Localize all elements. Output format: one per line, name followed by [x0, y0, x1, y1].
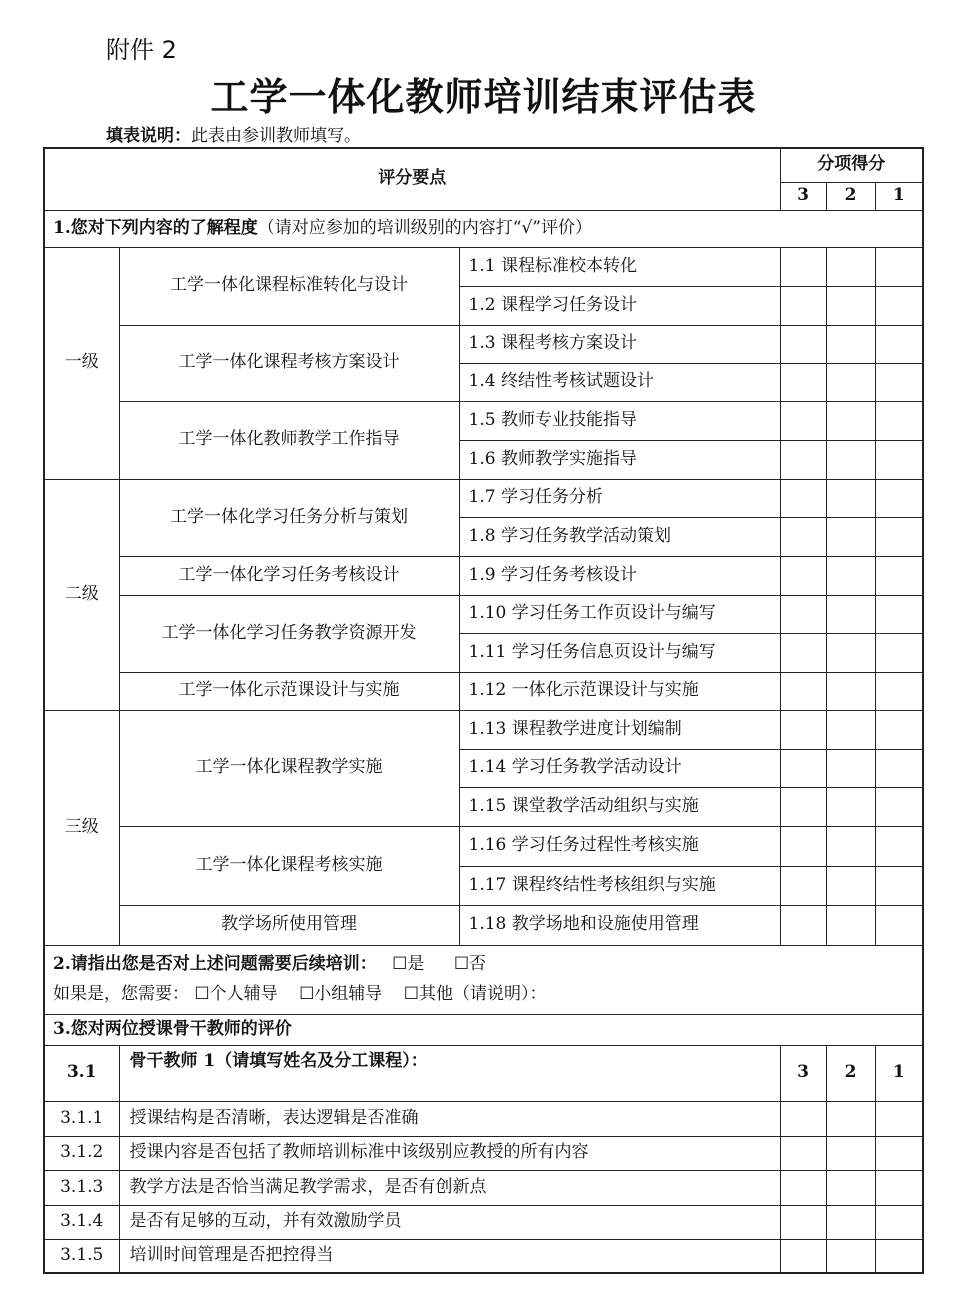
score-cell-2[interactable]: [826, 247, 875, 286]
score-cell-1[interactable]: [875, 710, 923, 749]
score-cell-2[interactable]: [826, 1136, 875, 1170]
score-cell-3[interactable]: [780, 1205, 826, 1239]
criterion-text: 授课内容是否包括了教师培训标准中该级别应教授的所有内容: [119, 1136, 780, 1170]
item-label: 1.18 教学场地和设施使用管理: [459, 905, 780, 945]
score-cell-3[interactable]: [780, 247, 826, 286]
score-cell-1[interactable]: [875, 595, 923, 633]
note-text: 此表由参训教师填写。: [191, 126, 361, 146]
score-cell-2[interactable]: [826, 787, 875, 826]
score-cell-2[interactable]: [826, 866, 875, 905]
score-cell-1[interactable]: [875, 286, 923, 325]
item-label: 1.6 教师教学实施指导: [459, 440, 780, 479]
score-cell-2[interactable]: [826, 517, 875, 556]
score-cell-1[interactable]: [875, 787, 923, 826]
module-name: 工学一体化学习任务教学资源开发: [119, 595, 459, 672]
level-label: 三级: [44, 710, 119, 945]
score-cell-3[interactable]: [780, 710, 826, 749]
score-cell-1[interactable]: [875, 1170, 923, 1205]
score-cell-1[interactable]: [875, 1101, 923, 1136]
score-cell-1[interactable]: [875, 556, 923, 595]
item-label: 1.8 学习任务教学活动策划: [459, 517, 780, 556]
section-1-heading: [44, 210, 923, 247]
no-checkbox[interactable]: ☐否: [453, 953, 487, 974]
score-cell-1[interactable]: [875, 517, 923, 556]
criterion-number: 3.1.4: [44, 1205, 119, 1239]
section-3-heading: 3.您对两位授课骨干教师的评价: [44, 1014, 923, 1045]
section-1-hint: （请对应参加的培训级别的内容打“√”评价）: [257, 217, 592, 238]
criterion-number: 3.1.3: [44, 1170, 119, 1205]
item-label: 1.9 学习任务考核设计: [459, 556, 780, 595]
score-cell-2[interactable]: [826, 1101, 875, 1136]
teacher-score-2: 2: [826, 1045, 875, 1101]
score-cell-1[interactable]: [875, 1205, 923, 1239]
teacher-score-3: 3: [780, 1045, 826, 1101]
item-label: 1.2 课程学习任务设计: [459, 286, 780, 325]
score-cell-3[interactable]: [780, 1239, 826, 1273]
score-cell-2[interactable]: [826, 363, 875, 401]
score-cell-1[interactable]: [875, 826, 923, 866]
score-cell-3[interactable]: [780, 363, 826, 401]
score-cell-2[interactable]: [826, 556, 875, 595]
score-cell-3[interactable]: [780, 1170, 826, 1205]
item-label: 1.1 课程标准校本转化: [459, 247, 780, 286]
criterion-number: 3.1.2: [44, 1136, 119, 1170]
section-2-question: 2.请指出您是否对上述问题需要后续培训：: [53, 953, 377, 974]
score-cell-2[interactable]: [826, 1170, 875, 1205]
item-label: 1.17 课程终结性考核组织与实施: [459, 866, 780, 905]
item-label: 1.11 学习任务信息页设计与编写: [459, 633, 780, 672]
score-cell-2[interactable]: [826, 633, 875, 672]
module-name: 工学一体化示范课设计与实施: [119, 672, 459, 710]
header-scoring-points: 评分要点: [44, 148, 780, 210]
score-cell-2[interactable]: [826, 1239, 875, 1273]
item-label: 1.16 学习任务过程性考核实施: [459, 826, 780, 866]
item-label: 1.13 课程教学进度计划编制: [459, 710, 780, 749]
score-cell-2[interactable]: [826, 749, 875, 787]
if-yes-label: 如果是，您需要：: [53, 983, 189, 1004]
score-cell-3[interactable]: [780, 1101, 826, 1136]
item-label: 1.4 终结性考核试题设计: [459, 363, 780, 401]
score-cell-1[interactable]: [875, 401, 923, 440]
header-score-1: 1: [875, 182, 923, 210]
score-cell-3[interactable]: [780, 595, 826, 633]
score-cell-1[interactable]: [875, 633, 923, 672]
note-label: 填表说明：: [106, 126, 191, 146]
module-name: 工学一体化课程考核方案设计: [119, 325, 459, 401]
criterion-number: 3.1.1: [44, 1101, 119, 1136]
score-cell-2[interactable]: [826, 479, 875, 517]
score-cell-2[interactable]: [826, 826, 875, 866]
item-label: 1.14 学习任务教学活动设计: [459, 749, 780, 787]
score-cell-3[interactable]: [780, 325, 826, 363]
module-name: 工学一体化学习任务考核设计: [119, 556, 459, 595]
module-name: 工学一体化教师教学工作指导: [119, 401, 459, 479]
item-label: 1.7 学习任务分析: [459, 479, 780, 517]
section-1-question: 1.您对下列内容的了解程度: [53, 217, 258, 238]
teacher-number: 3.1: [44, 1045, 119, 1101]
criterion-text: 教学方法是否恰当满足教学需求，是否有创新点: [119, 1170, 780, 1205]
section-2-block: [44, 945, 923, 1014]
score-cell-3[interactable]: [780, 440, 826, 479]
teacher-label: 骨干教师 1（请填写姓名及分工课程）：: [119, 1045, 780, 1101]
header-score-2: 2: [826, 182, 875, 210]
criterion-number: 3.1.5: [44, 1239, 119, 1273]
module-name: 工学一体化课程标准转化与设计: [119, 247, 459, 325]
score-cell-3[interactable]: [780, 826, 826, 866]
score-cell-2[interactable]: [826, 710, 875, 749]
module-name: 工学一体化学习任务分析与策划: [119, 479, 459, 556]
header-score: 分项得分: [780, 148, 923, 182]
score-cell-3[interactable]: [780, 905, 826, 945]
score-cell-1[interactable]: [875, 325, 923, 363]
criterion-text: 授课结构是否清晰，表达逻辑是否准确: [119, 1101, 780, 1136]
score-cell-2[interactable]: [826, 440, 875, 479]
score-cell-3[interactable]: [780, 749, 826, 787]
item-label: 1.10 学习任务工作页设计与编写: [459, 595, 780, 633]
score-cell-3[interactable]: [780, 787, 826, 826]
evaluation-table: [43, 147, 924, 1274]
score-cell-3[interactable]: [780, 1136, 826, 1170]
score-cell-2[interactable]: [826, 905, 875, 945]
score-cell-1[interactable]: [875, 1136, 923, 1170]
fill-instructions: [106, 121, 361, 146]
other-checkbox[interactable]: ☐其他（请说明）：: [403, 983, 547, 1004]
score-cell-2[interactable]: [826, 401, 875, 440]
item-label: 1.12 一体化示范课设计与实施: [459, 672, 780, 710]
item-label: 1.5 教师专业技能指导: [459, 401, 780, 440]
criterion-text: 是否有足够的互动，并有效激励学员: [119, 1205, 780, 1239]
module-name: 教学场所使用管理: [119, 905, 459, 945]
score-cell-3[interactable]: [780, 633, 826, 672]
item-label: 1.15 课堂教学活动组织与实施: [459, 787, 780, 826]
score-cell-1[interactable]: [875, 672, 923, 710]
score-cell-1[interactable]: [875, 363, 923, 401]
score-cell-1[interactable]: [875, 247, 923, 286]
module-name: 工学一体化课程教学实施: [119, 710, 459, 826]
group-coaching-checkbox[interactable]: ☐小组辅导: [299, 983, 383, 1004]
module-name: 工学一体化课程考核实施: [119, 826, 459, 905]
teacher-score-1: 1: [875, 1045, 923, 1101]
score-cell-1[interactable]: [875, 749, 923, 787]
level-label: 二级: [44, 479, 119, 710]
score-cell-3[interactable]: [780, 866, 826, 905]
score-cell-1[interactable]: [875, 905, 923, 945]
attachment-label: 附件 2: [106, 36, 177, 64]
score-cell-3[interactable]: [780, 479, 826, 517]
score-cell-2[interactable]: [826, 286, 875, 325]
score-cell-1[interactable]: [875, 1239, 923, 1273]
score-cell-2[interactable]: [826, 1205, 875, 1239]
score-cell-1[interactable]: [875, 866, 923, 905]
score-cell-2[interactable]: [826, 672, 875, 710]
individual-coaching-checkbox[interactable]: ☐个人辅导: [194, 983, 278, 1004]
score-cell-3[interactable]: [780, 517, 826, 556]
form-title: 工学一体化教师培训结束评估表: [210, 75, 757, 119]
score-cell-3[interactable]: [780, 556, 826, 595]
score-cell-1[interactable]: [875, 479, 923, 517]
score-cell-3[interactable]: [780, 401, 826, 440]
yes-checkbox[interactable]: ☐是: [392, 953, 425, 974]
score-cell-2[interactable]: [826, 595, 875, 633]
item-label: 1.3 课程考核方案设计: [459, 325, 780, 363]
score-cell-1[interactable]: [875, 440, 923, 479]
header-score-3: 3: [780, 182, 826, 210]
criterion-text: 培训时间管理是否把控得当: [119, 1239, 780, 1273]
score-cell-3[interactable]: [780, 672, 826, 710]
score-cell-2[interactable]: [826, 325, 875, 363]
score-cell-3[interactable]: [780, 286, 826, 325]
level-label: 一级: [44, 247, 119, 479]
